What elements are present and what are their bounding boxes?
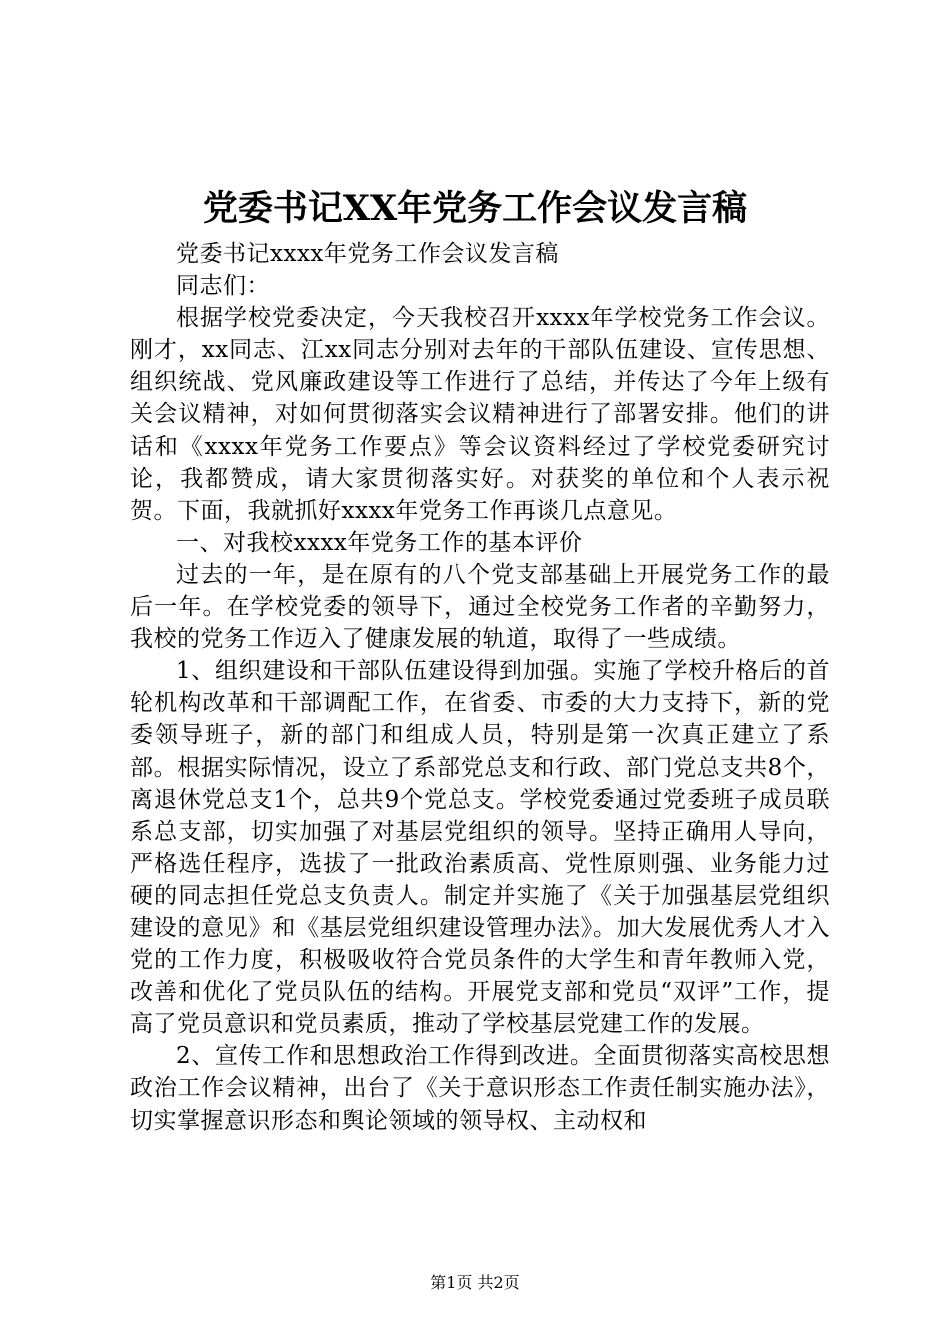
subtitle-paragraph: 党委书记xxxx年党务工作会议发言稿 xyxy=(176,241,559,267)
page-number-footer: 第1页 共2页 xyxy=(430,1273,520,1292)
evaluation-paragraph: 过去的一年，是在原有的八个党支部基础上开展党务工作的最后一年。在学校党委的领导下，通过全校党务工作者的辛勤努力，我校的党务工作迈入了健康发展的轨道，取得了一些成绩。 xyxy=(130,561,830,653)
organization-paragraph: 1、组织建设和干部队伍建设得到加强。实施了学校升格后的首轮机构改革和干部调配工作，在省委、市委的大力支持下，新的党委领导班子，新的部门和组成人员，特别是第一次真正建立了系部。根据实际情况，设立了系部党总支和行政、部门党总支共8个，离退休党总支1个，总共9个党总支。学校党委通过党委班子成员联系总支部，切实加强了对基层党组织的领导。坚持正确用人导向，严格选任程序，选拔了一批政治素质高、党性原则强、业务能力过硬的同志担任党总支负责人。制定并实施了《关于加强基层党组织建设的意见》和《基层党组织建设管理办法》。加大发展优秀人才入党的工作力度，积极吸收符合党员条件的大学生和青年教师入党，改善和优化了党员队伍的结构。开展党支部和党员“双评”工作，提高了党员意识和党员素质，推动了学校基层党建工作的发展。 xyxy=(130,658,830,1038)
salutation-paragraph: 同志们： xyxy=(176,273,270,300)
section-heading: 一、对我校xxxx年党务工作的基本评价 xyxy=(176,529,583,556)
document-body xyxy=(130,238,830,1137)
intro-paragraph: 根据学校党委决定，今天我校召开xxxx年学校党务工作会议。刚才，xx同志、江xx同志分别对去年的干部队伍建设、宣传思想、组织统战、党风廉政建设等工作进行了总结，并传达了今年上级有关会议精神，对如何贯彻落实会议精神进行了部署安排。他们的讲话和《xxxx年党务工作要点》等会议资料经过了学校党委研究讨论，我都赞成，请大家贯彻落实好。对获奖的单位和个人表示祝贺。下面，我就抓好xxxx年党务工作再谈几点意见。 xyxy=(130,305,830,524)
propaganda-paragraph: 2、宣传工作和思想政治工作得到改进。全面贯彻落实高校思想政治工作会议精神，出台了《关于意识形态工作责任制实施办法》，切实掌握意识形态和舆论领域的领导权、主动权和 xyxy=(130,1043,830,1134)
document-title: 党委书记XX年党务工作会议发言稿 xyxy=(202,188,748,229)
